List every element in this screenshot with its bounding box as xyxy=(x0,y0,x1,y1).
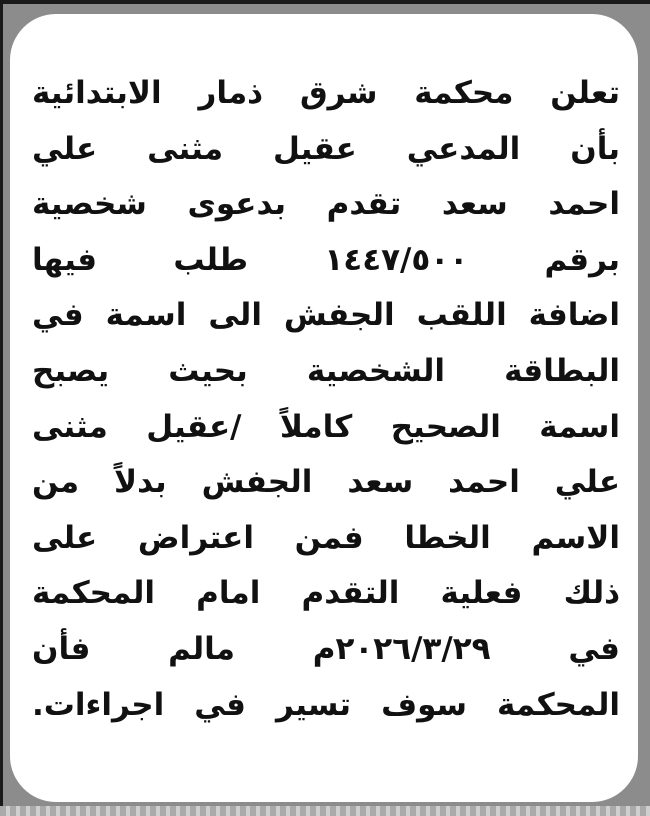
notice-line: الاسم الخطا فمن اعتراض على xyxy=(32,519,620,556)
notice-line: البطاقة الشخصية بحيث يصبح xyxy=(32,352,620,389)
notice-line: تعلن محكمة شرق ذمار الابتدائية xyxy=(32,75,620,111)
notice-line: برقم ١٤٤٧/٥٠٠ طلب فيها xyxy=(32,241,620,278)
notice-line: المحكمة سوف تسير في اجراءات. xyxy=(32,686,620,723)
notice-box xyxy=(10,14,638,802)
bottom-border-strip xyxy=(0,806,650,816)
notice-line: احمد سعد تقدم بدعوى شخصية xyxy=(32,186,620,223)
notice-line: علي احمد سعد الجفش بدلاً من xyxy=(32,464,620,501)
notice-line: اضافة اللقب الجفش الى اسمة في xyxy=(32,297,620,334)
notice-line: اسمة الصحيح كاملاً /عقيل مثنى xyxy=(32,408,620,445)
notice-text xyxy=(32,66,620,733)
notice-line: بأن المدعي عقيل مثنى علي xyxy=(32,130,620,167)
notice-line: في ٢٠٢٦/٣/٢٩م مالم فأن xyxy=(32,630,620,667)
notice-line: ذلك فعلية التقدم امام المحكمة xyxy=(32,575,620,612)
